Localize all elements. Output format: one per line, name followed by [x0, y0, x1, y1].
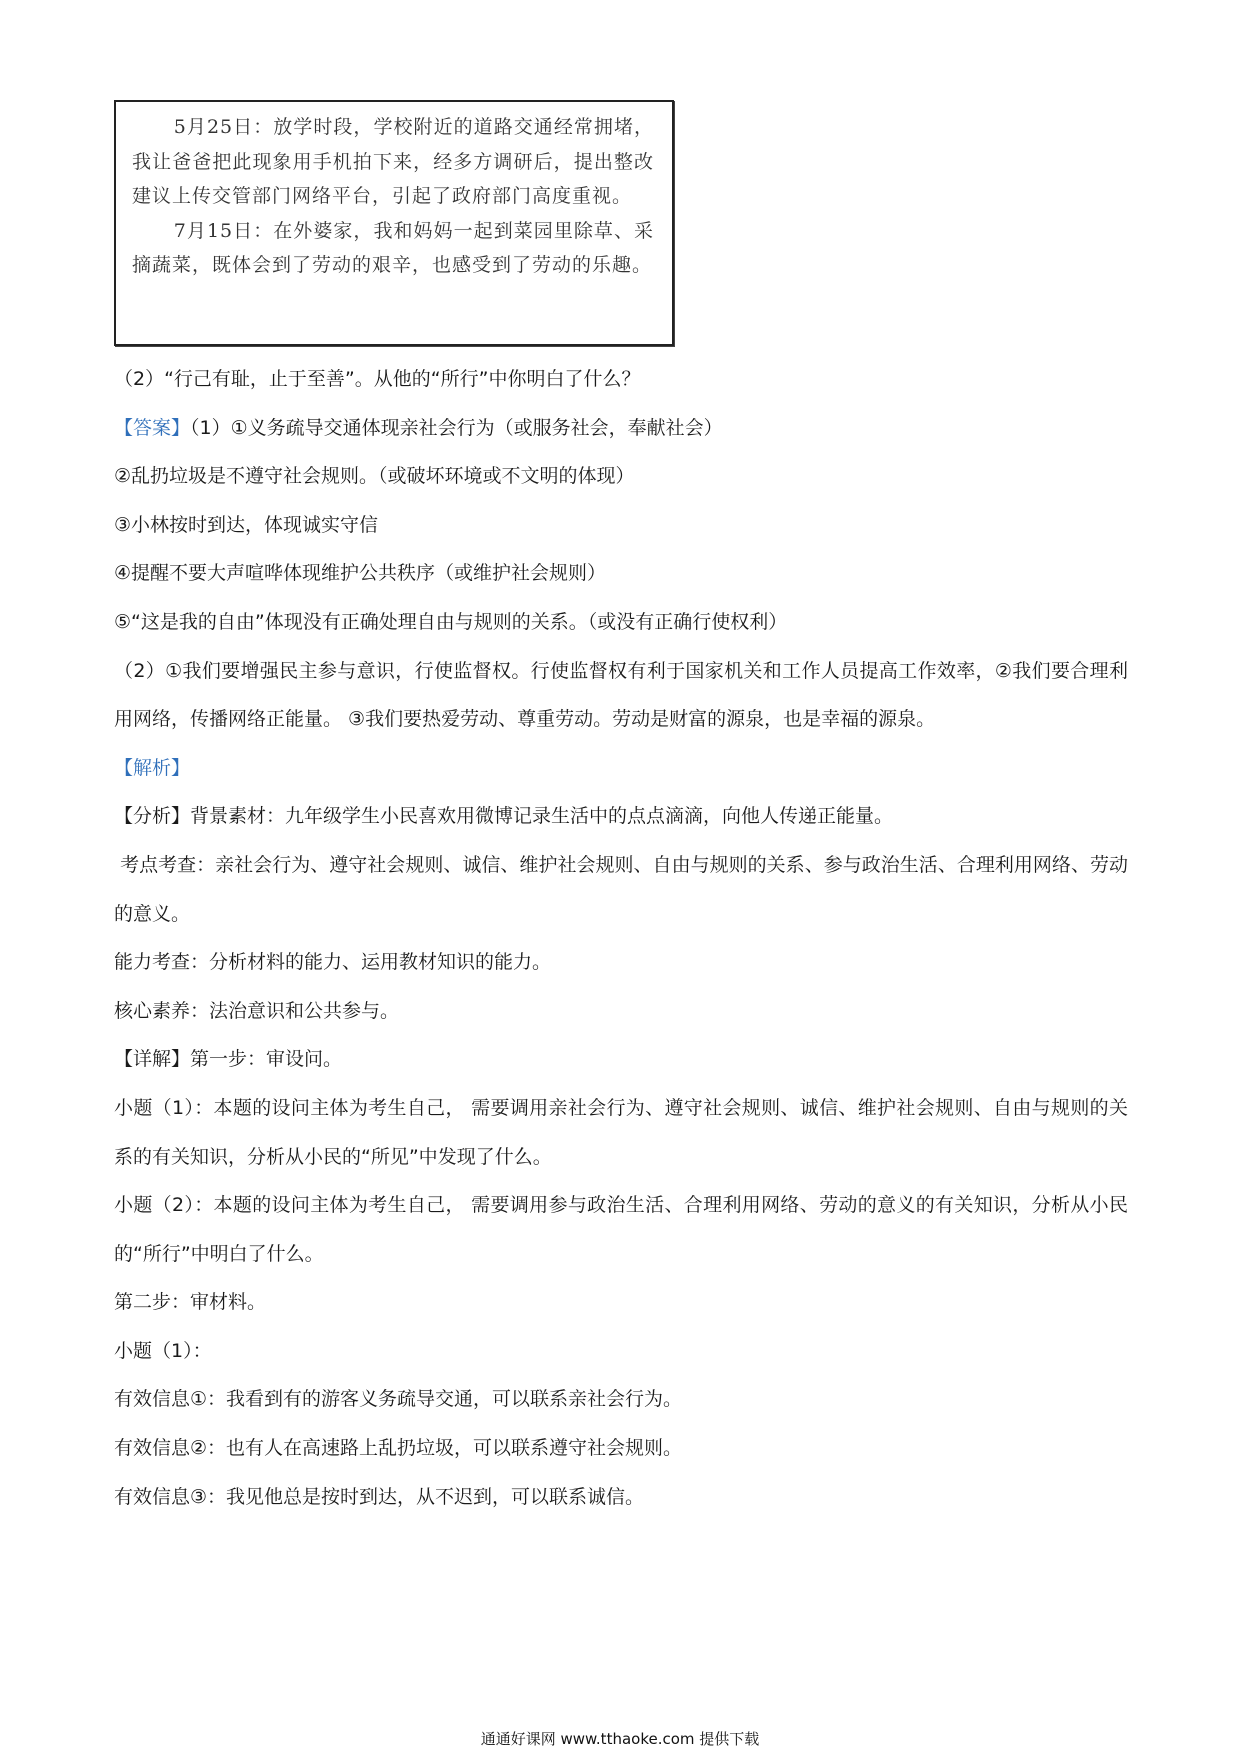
answer-first: （1）①义务疏导交通体现亲社会行为（或服务社会，奉献社会）: [190, 416, 723, 439]
analysis-line: 小题（2）：本题的设问主体为考生自己， 需要调用参与政治生活、合理利用网络、劳动的意义的有关知识，分析从小民的“所行”中明白了什么。: [114, 1194, 1128, 1265]
analysis-line: 有效信息①：我看到有的游客义务疏导交通，可以联系亲社会行为。: [114, 1388, 683, 1411]
answer-line: ④提醒不要大声喧哗体现维护公共秩序（或维护社会规则）: [114, 562, 607, 585]
answer-line: ③小林按时到达，体现诚实守信: [114, 513, 379, 536]
page-footer: 通通好课网 www.tthaoke.com 提供下载: [480, 1730, 760, 1748]
diary-entry: 7月15日：在外婆家，我和妈妈一起到菜园里除草、采摘蔬菜，既体会到了劳动的艰辛，也感受到了劳动的乐趣。: [132, 219, 654, 276]
analysis-line: 有效信息③：我见他总是按时到达，从不迟到，可以联系诚信。: [114, 1485, 645, 1508]
analysis-tag: 【解析】: [114, 756, 191, 779]
answer-line: ⑤“这是我的自由”体现没有正确处理自由与规则的关系。（或没有正确行使权利）: [114, 610, 788, 633]
question-2: （2）“行己有耻，止于至善”。从他的“所行”中你明白了什么？: [114, 368, 641, 390]
analysis-line: 考点考查：亲社会行为、遵守社会规则、诚信、维护社会规则、自由与规则的关系、参与政治生活、合理利用网络、劳动的意义。: [114, 853, 1128, 925]
analysis-line: 能力考查：分析材料的能力、运用教材知识的能力。: [114, 951, 552, 974]
answer-line: ②乱扔垃圾是不遵守社会规则。（或破坏环境或不文明的体现）: [114, 465, 635, 488]
answer-line: [114, 404, 1128, 453]
analysis-line: 有效信息②：也有人在高速路上乱扔垃圾，可以联系遵守社会规则。: [114, 1437, 683, 1460]
document-body: [114, 355, 1128, 1521]
answer-tag: 【答案】: [114, 416, 191, 439]
analysis-line: 【分析】背景素材：九年级学生小民喜欢用微博记录生活中的点点滴滴，向他人传递正能量。: [114, 805, 894, 828]
analysis-line: 核心素养：法治意识和公共参与。: [114, 999, 400, 1022]
analysis-line: 【详解】第一步：审设问。: [114, 1048, 343, 1071]
analysis-line: 小题（1）：: [114, 1339, 212, 1362]
analysis-line: 第二步：审材料。: [114, 1291, 267, 1314]
analysis-line: 小题（1）：本题的设问主体为考生自己， 需要调用亲社会行为、遵守社会规则、诚信、维护社会规则、自由与规则的关系的有关知识，分析从小民的“所见”中发现了什么。: [114, 1096, 1128, 1168]
diary-entry: 5月25日：放学时段，学校附近的道路交通经常拥堵，我让爸爸把此现象用手机拍下来，经多方调研后，提出整改建议上传交管部门网络平台，引起了政府部门高度重视。: [132, 116, 654, 207]
diary-excerpt-box: [114, 100, 674, 346]
answer-line: （2）①我们要增强民主参与意识，行使监督权。行使监督权有利于国家机关和工作人员提高工作效率，②我们要合理利用网络，传播网络正能量。 ③我们要热爱劳动、尊重劳动。劳动是财富的源泉，也是幸福的源泉。: [114, 659, 1128, 731]
